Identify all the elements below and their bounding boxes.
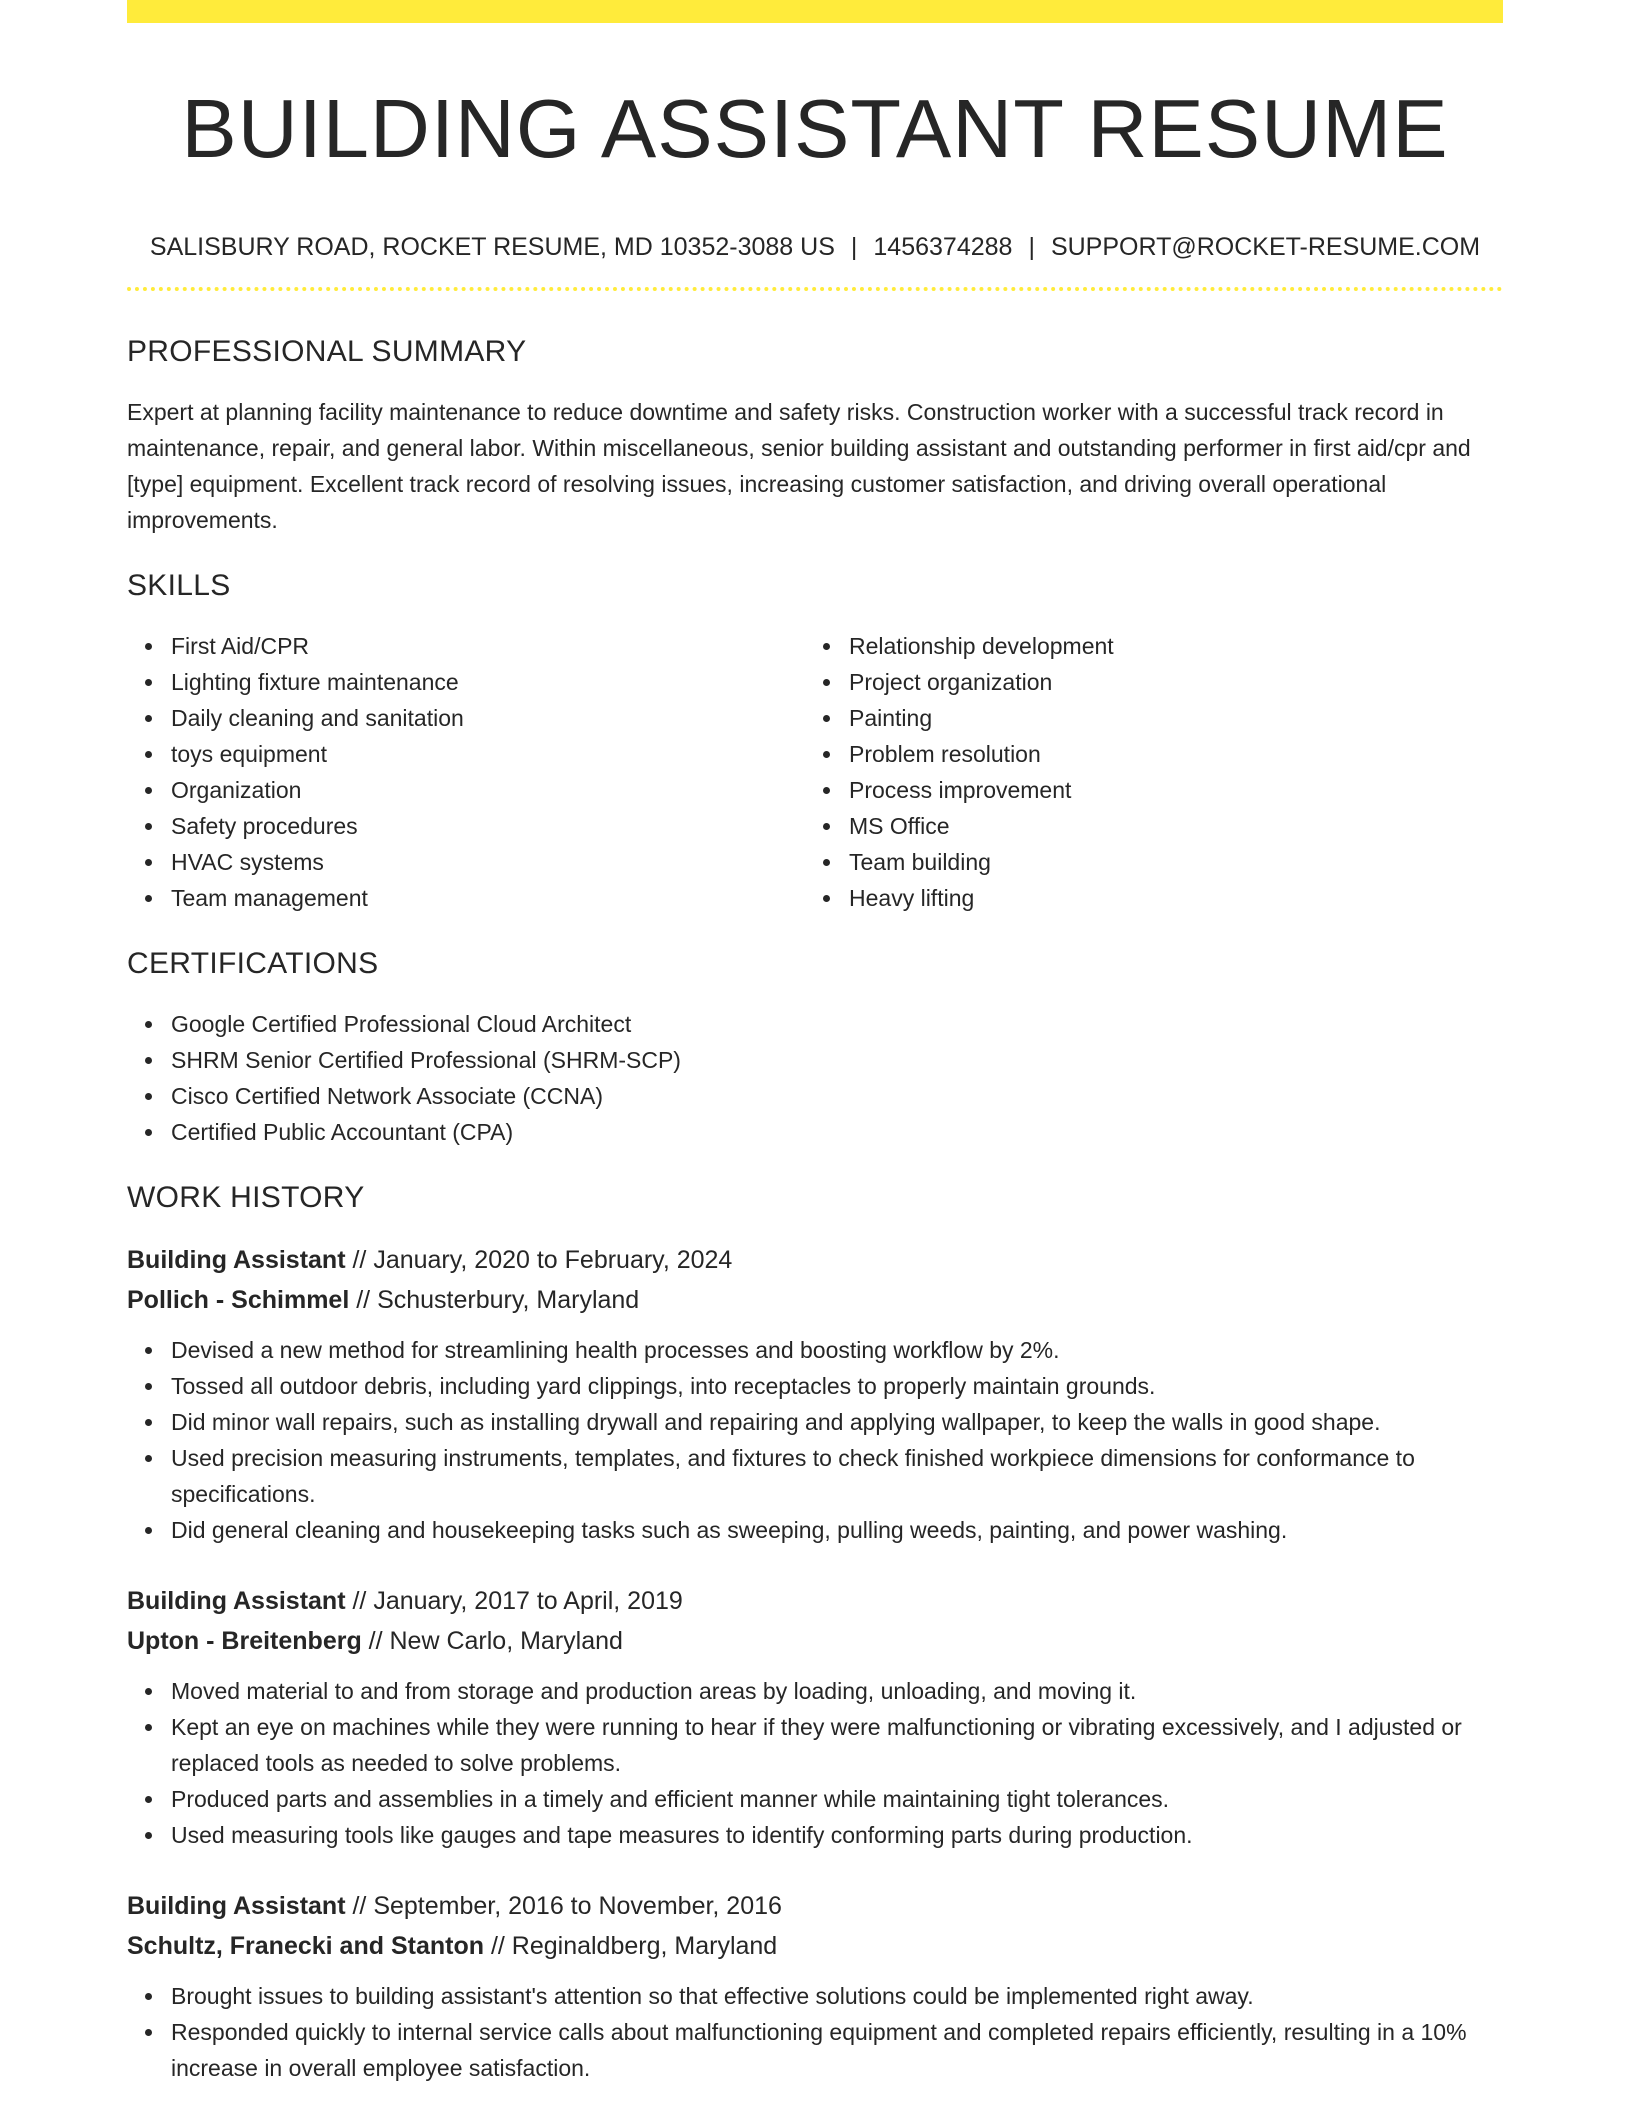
job-company-line xyxy=(127,1621,1503,1661)
summary-text: Expert at planning facility maintenance to reduce downtime and safety risks. Construction worker with a successful track record in maintenance, repair, and general labor. Within miscellaneous, senior building assistant and outstanding performer in first aid/cpr and [type] equipment. Excellent track record of resolving issues, increasing customer satisfaction, and driving overall operational improvements. xyxy=(127,399,1471,533)
job-location: // Schusterbury, Maryland xyxy=(349,1286,640,1314)
certifications-list xyxy=(127,1006,1503,1150)
skill-item: toys equipment xyxy=(171,736,805,772)
resume-title: BUILDING ASSISTANT RESUME xyxy=(181,82,1449,175)
skill-item: HVAC systems xyxy=(171,844,805,880)
job-bullet-list xyxy=(127,1673,1503,1853)
job-bullet-list xyxy=(127,1978,1503,2086)
skill-item: Heavy lifting xyxy=(849,880,1483,916)
job-title-line xyxy=(127,1581,1503,1621)
job-bullet: Did general cleaning and housekeeping tasks such as sweeping, pulling weeds, painting, and power washing. xyxy=(171,1512,1503,1548)
skill-item: Team building xyxy=(849,844,1483,880)
job-bullet: Devised a new method for streamlining health processes and boosting workflow by 2%. xyxy=(171,1332,1503,1368)
work-history-heading: WORK HISTORY xyxy=(127,1181,365,1214)
job-company-line xyxy=(127,1280,1503,1320)
job-bullet: Did minor wall repairs, such as installing drywall and repairing and applying wallpaper, to keep the walls in good shape. xyxy=(171,1404,1503,1440)
job-entry xyxy=(127,1886,1503,2086)
resume-content xyxy=(127,23,1503,2086)
job-bullet: Moved material to and from storage and production areas by loading, unloading, and moving it. xyxy=(171,1673,1503,1709)
contact-phone: 1456374288 xyxy=(873,233,1013,261)
skill-item: Lighting fixture maintenance xyxy=(171,664,805,700)
job-title-line xyxy=(127,1240,1503,1280)
skill-item: Relationship development xyxy=(849,628,1483,664)
skills-heading: SKILLS xyxy=(127,569,231,602)
contact-separator: | xyxy=(1028,233,1035,261)
skill-item: Organization xyxy=(171,772,805,808)
job-role: Building Assistant xyxy=(127,1587,346,1615)
job-company: Upton - Breitenberg xyxy=(127,1627,362,1655)
job-entry xyxy=(127,1581,1503,1853)
skill-item: First Aid/CPR xyxy=(171,628,805,664)
job-bullet: Responded quickly to internal service calls about malfunctioning equipment and completed repairs efficiently, resulting in a 10% increase in overall employee satisfaction. xyxy=(171,2014,1503,2086)
job-dates: // January, 2017 to April, 2019 xyxy=(345,1587,683,1615)
job-location: // New Carlo, Maryland xyxy=(361,1627,623,1655)
contact-separator: | xyxy=(850,233,858,261)
skill-item: Process improvement xyxy=(849,772,1483,808)
job-bullet: Produced parts and assemblies in a timely and efficient manner while maintaining tight tolerances. xyxy=(171,1781,1503,1817)
certification-item: Google Certified Professional Cloud Architect xyxy=(171,1006,1503,1042)
skill-item: Painting xyxy=(849,700,1483,736)
job-company-line xyxy=(127,1926,1503,1966)
job-bullet: Kept an eye on machines while they were running to hear if they were malfunctioning or vibrating excessively, and I adjusted or replaced tools as needed to solve problems. xyxy=(171,1709,1503,1781)
job-dates: // January, 2020 to February, 2024 xyxy=(345,1246,733,1274)
job-role: Building Assistant xyxy=(127,1892,346,1920)
contact-email: SUPPORT@ROCKET-RESUME.COM xyxy=(1050,233,1481,261)
certification-item: SHRM Senior Certified Professional (SHRM-SCP) xyxy=(171,1042,1503,1078)
job-bullet: Brought issues to building assistant's attention so that effective solutions could be implemented right away. xyxy=(171,1978,1503,2014)
job-bullet-list xyxy=(127,1332,1503,1548)
job-bullet: Used measuring tools like gauges and tape measures to identify conforming parts during production. xyxy=(171,1817,1503,1853)
job-bullet: Tossed all outdoor debris, including yard clippings, into receptacles to properly maintain grounds. xyxy=(171,1368,1503,1404)
job-location: // Reginaldberg, Maryland xyxy=(484,1932,778,1960)
certification-item: Certified Public Accountant (CPA) xyxy=(171,1114,1503,1150)
skill-item: Team management xyxy=(171,880,805,916)
skills-columns xyxy=(127,628,1503,916)
job-role: Building Assistant xyxy=(127,1246,346,1274)
accent-bar xyxy=(127,0,1503,23)
dotted-divider xyxy=(127,287,1503,291)
skill-item: MS Office xyxy=(849,808,1483,844)
certification-item: Cisco Certified Network Associate (CCNA) xyxy=(171,1078,1503,1114)
certifications-heading: CERTIFICATIONS xyxy=(127,947,379,980)
skill-item: Project organization xyxy=(849,664,1483,700)
skills-column-right xyxy=(805,628,1483,916)
skills-list-right xyxy=(805,628,1483,916)
job-title-line xyxy=(127,1886,1503,1926)
contact-line xyxy=(127,232,1503,262)
job-entry xyxy=(127,1240,1503,1548)
job-bullet: Used precision measuring instruments, templates, and fixtures to check finished workpiece dimensions for conformance to specifications. xyxy=(171,1440,1503,1512)
skills-column-left xyxy=(127,628,805,916)
contact-address: SALISBURY ROAD, ROCKET RESUME, MD 10352-3088 US xyxy=(149,233,835,261)
job-company: Schultz, Franecki and Stanton xyxy=(127,1932,484,1960)
summary-heading: PROFESSIONAL SUMMARY xyxy=(127,335,527,368)
skills-list-left xyxy=(127,628,805,916)
skill-item: Daily cleaning and sanitation xyxy=(171,700,805,736)
job-company: Pollich - Schimmel xyxy=(127,1286,350,1314)
skill-item: Safety procedures xyxy=(171,808,805,844)
skill-item: Problem resolution xyxy=(849,736,1483,772)
job-dates: // September, 2016 to November, 2016 xyxy=(345,1892,782,1920)
